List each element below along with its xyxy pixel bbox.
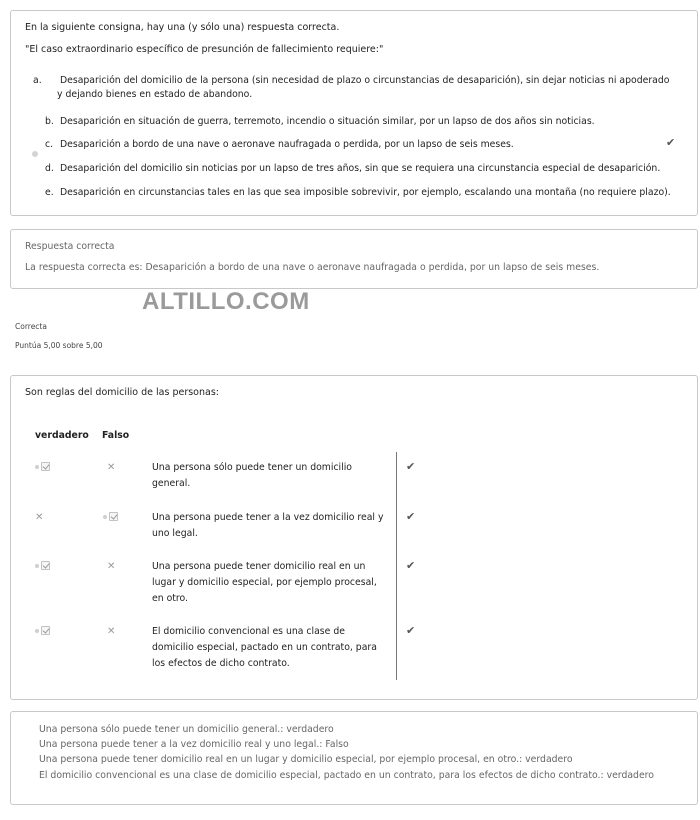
option-text: Desaparición del domicilio sin noticias por un lapso de tres años, sin que se requiera una circunstancia especial de desaparición. bbox=[59, 163, 661, 174]
false-checkbox-checked[interactable] bbox=[103, 512, 118, 522]
check-icon: ✔ bbox=[406, 510, 416, 523]
option-c[interactable] bbox=[45, 138, 514, 152]
false-option[interactable] bbox=[107, 561, 115, 572]
x-icon: ✕ bbox=[107, 462, 116, 473]
option-letter: c. bbox=[45, 139, 54, 150]
option-text: Desaparición en circunstancias tales en las que sea imposible sobrevivir, por ejemplo, escalando una montaña (no requiere plazo). bbox=[59, 187, 671, 198]
statement-row-4: El domicilio convencional es una clase de domicilio especial, pactado en un contrato, para los efectos de dicho contrato. bbox=[152, 626, 377, 669]
true-checkbox-checked[interactable] bbox=[35, 462, 50, 472]
question-status: Correcta bbox=[15, 322, 47, 331]
option-text: Desaparición a bordo de una nave o aeronave naufragada o perdida, por un lapso de seis meses. bbox=[59, 139, 514, 150]
answer-line: Una persona sólo puede tener un domicilio general.: verdadero bbox=[39, 724, 334, 735]
x-icon: ✕ bbox=[35, 512, 44, 523]
option-a[interactable] bbox=[33, 74, 675, 102]
check-icon: ✔ bbox=[406, 624, 416, 637]
option-letter: b. bbox=[45, 116, 54, 127]
question-text: Son reglas del domicilio de las personas: bbox=[25, 387, 219, 398]
x-icon: ✕ bbox=[107, 626, 116, 637]
option-text: Desaparición en situación de guerra, terremoto, incendio o situación similar, por un lapso de dos años sin noticias. bbox=[59, 116, 595, 127]
option-letter: e. bbox=[45, 187, 54, 198]
feedback-text: La respuesta correcta es: Desaparición a bordo de una nave o aeronave naufragada o perdida, por un lapso de seis meses. bbox=[25, 262, 600, 273]
true-checkbox-checked[interactable] bbox=[35, 561, 50, 571]
selected-radio-icon[interactable] bbox=[32, 151, 38, 157]
answer-line: Una persona puede tener a la vez domicilio real y uno legal.: Falso bbox=[39, 739, 349, 750]
check-icon: ✔ bbox=[406, 559, 416, 572]
x-icon: ✕ bbox=[107, 561, 116, 572]
true-checkbox-checked[interactable] bbox=[35, 626, 50, 636]
statement-row-1: Una persona sólo puede tener un domicilio general. bbox=[152, 462, 352, 489]
check-icon: ✔ bbox=[406, 460, 416, 473]
question-1-card bbox=[10, 10, 698, 216]
column-header-true: verdadero bbox=[35, 430, 89, 441]
question-text: "El caso extraordinario específico de presunción de fallecimiento requiere:" bbox=[25, 44, 384, 55]
false-option[interactable] bbox=[107, 626, 115, 637]
option-text: Desaparición del domicilio de la persona (sin necesidad de plazo o circunstancias de desaparición), sin dejar noticias ni apoderado y dejando bienes en estado de abandono. bbox=[57, 75, 670, 100]
option-e[interactable] bbox=[45, 186, 671, 200]
correct-answers-card bbox=[10, 711, 698, 805]
watermark: ALTILLO.COM bbox=[142, 288, 310, 315]
divider bbox=[396, 452, 397, 680]
true-option[interactable] bbox=[35, 512, 43, 523]
option-letter: d. bbox=[45, 163, 54, 174]
question-2-card bbox=[10, 375, 698, 700]
answer-line: Una persona puede tener domicilio real en un lugar y domicilio especial, por ejemplo procesal, en otro.: verdadero bbox=[39, 754, 573, 765]
option-b[interactable] bbox=[45, 115, 595, 129]
question-score: Puntúa 5,00 sobre 5,00 bbox=[15, 341, 103, 350]
option-letter: a. bbox=[33, 75, 42, 86]
check-icon: ✔ bbox=[666, 136, 676, 149]
statement-row-2: Una persona puede tener a la vez domicilio real y uno legal. bbox=[152, 512, 384, 539]
answer-line: El domicilio convencional es una clase de domicilio especial, pactado en un contrato, para los efectos de dicho contrato.: verdadero bbox=[39, 770, 654, 781]
feedback-card bbox=[10, 229, 698, 289]
question-instruction: En la siguiente consigna, hay una (y sólo una) respuesta correcta. bbox=[25, 22, 340, 33]
feedback-title: Respuesta correcta bbox=[25, 241, 115, 252]
statement-row-3: Una persona puede tener domicilio real en un lugar y domicilio especial, por ejemplo procesal, en otro. bbox=[152, 561, 377, 604]
false-option[interactable] bbox=[107, 462, 115, 473]
option-d[interactable] bbox=[45, 162, 660, 176]
column-header-false: Falso bbox=[102, 430, 130, 441]
